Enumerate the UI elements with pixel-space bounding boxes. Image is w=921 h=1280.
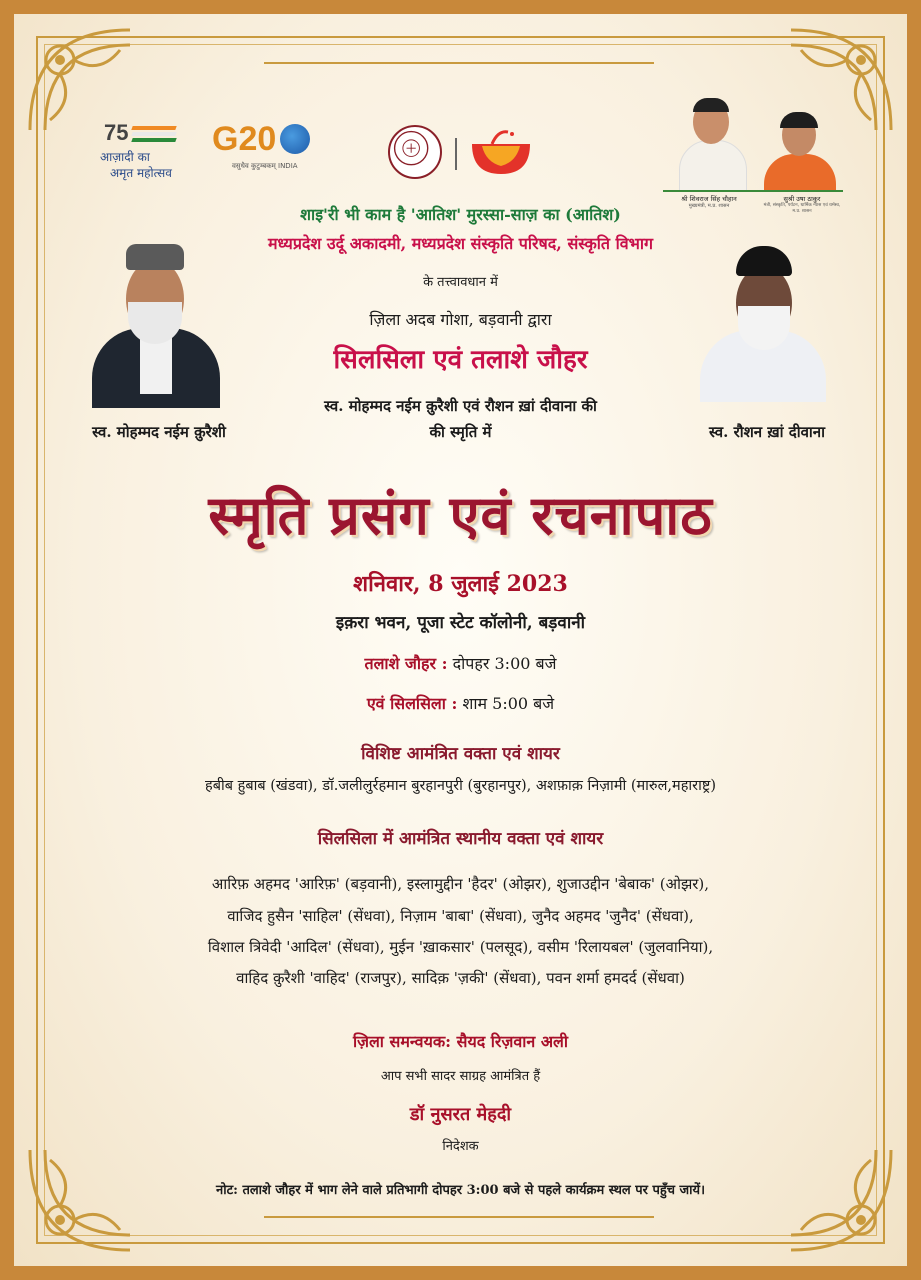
invitation-text: आप सभी सादर साग्रह आमंत्रित हैं <box>380 1069 541 1084</box>
dignitary-1-hair <box>693 98 729 112</box>
timing-1-label: तलाशे जौहर : <box>364 654 448 673</box>
flag-saffron-stripe <box>131 126 176 130</box>
dignitary-2-name: सुश्री उषा ठाकुर <box>783 195 821 203</box>
special-guests-heading: विशिष्ट आमंत्रित वक्ता एवं शायर <box>361 744 560 764</box>
tagline: शाइ'री भी काम है 'आतिश' मुरस्सा-साज़ का (आतिश) <box>300 205 621 224</box>
corner-ornament-icon <box>781 1140 901 1260</box>
memory-line-2: की स्मृति में <box>429 423 492 441</box>
local-poets-heading: सिलसिला में आमंत्रित स्थानीय वक्ता एवं शायर <box>317 829 604 849</box>
timing-silsila <box>0 692 921 714</box>
dignitary-1-body <box>679 140 747 192</box>
globe-icon <box>280 124 310 154</box>
under-aegis: के तत्त्वावधान में <box>423 275 498 290</box>
local-poets-line: आरिफ़ अहमद 'आरिफ़' (बड़वानी), इस्लामुद्दीन 'हैदर' (ओझर), शुजाउद्दीन 'बेबाक' (ओझर), <box>211 875 710 893</box>
flag-white-stripe <box>131 132 176 136</box>
dignitary-1-name: श्री शिवराज सिंह चौहान <box>681 195 737 203</box>
special-guests-names: हबीब हुबाब (खंडवा), डॉ.जलीलुर्रहमान बुरहानपुरी (बुरहानपुर), अशफ़ाक़ निज़ामी (मारुल,महाराष्ट्र) <box>205 778 716 794</box>
top-divider <box>264 62 654 64</box>
azadi-logo-line1: आज़ादी का <box>100 150 150 164</box>
event-venue: इक़रा भवन, पूजा स्टेट कॉलोनी, बड़वानी <box>335 613 586 633</box>
g20-logo-subtitle: वसुधैव कुटुम्बकम् INDIA <box>232 162 298 170</box>
dignitary-underline <box>663 190 843 192</box>
azadi-ka-amrit-mahotsav-logo <box>100 120 200 180</box>
mp-culture-logo-icon <box>468 122 534 178</box>
local-poets-line: वाजिद हुसैन 'साहिल' (सेंधवा), निज़ाम 'बाबा' (सेंधवा), जुनैद अहमद 'जुनैद' (सेंधवा), <box>227 907 694 925</box>
organized-by: ज़िला अदब गोशा, बड़वानी द्वारा <box>369 310 552 329</box>
portrait-right-caption: स्व. रौशन ख़ां दीवाना <box>708 423 826 441</box>
portrait-right <box>700 240 826 402</box>
azadi-logo-line2: अमृत महोत्सव <box>110 166 172 180</box>
dignitary-2-hair <box>780 112 818 128</box>
local-poets-line: विशाल त्रिवेदी 'आदिल' (सेंधवा), मुईन 'ख़ाकसार' (पलसूद), वसीम 'रिलायबल' (जुलवानिया), <box>207 938 714 956</box>
participant-note: नोट: तलाशे जौहर में भाग लेने वाले प्रतिभागी दोपहर 3:00 बजे से पहले कार्यक्रम स्थल पर पहुँच जायें। <box>216 1183 705 1198</box>
dignitary-photo-1 <box>665 92 757 192</box>
corner-ornament-icon <box>20 1140 140 1260</box>
director-title: निदेशक <box>442 1139 479 1154</box>
flag-green-stripe <box>131 138 176 142</box>
dignitary-2-body <box>764 154 836 192</box>
timing-2-label: एवं सिलसिला : <box>366 694 458 713</box>
director-name: डॉ नुसरत मेहदी <box>409 1104 512 1125</box>
dignitary-photo-2 <box>758 110 842 192</box>
urdu-academy-seal-icon <box>388 125 442 179</box>
timing-1-value: दोपहर 3:00 बजे <box>447 654 557 673</box>
dignitary-2-title: मंत्री, संस्कृति, पर्यटन, धार्मिक न्यास एवं धर्मस्व, म.प्र. शासन <box>763 203 841 214</box>
azadi-logo-number: 75 <box>104 120 129 145</box>
portrait-right-cap <box>736 246 792 276</box>
district-coordinator: ज़िला समन्वयक: सैयद रिज़वान अली <box>352 1032 569 1051</box>
g20-logo <box>212 118 322 178</box>
portrait-left-cap <box>126 244 184 270</box>
event-date: शनिवार, 8 जुलाई 2023 <box>353 571 568 597</box>
memory-line-1: स्व. मोहम्मद नईम क़ुरैशी एवं रौशन ख़ां दीवाना की <box>324 397 597 415</box>
timing-2-value: शाम 5:00 बजे <box>457 694 555 713</box>
portrait-left-caption: स्व. मोहम्मद नईम क़ुरैशी <box>92 423 226 441</box>
event-title: स्मृति प्रसंग एवं रचनापाठ <box>208 483 713 547</box>
portrait-left <box>92 238 220 408</box>
dignitary-1-title: मुख्यमंत्री, म.प्र. शासन <box>688 203 730 209</box>
organizer-line: मध्यप्रदेश उर्दू अकादमी, मध्यप्रदेश संस्कृति परिषद, संस्कृति विभाग <box>267 234 654 253</box>
timing-talashe-jauhar <box>0 652 921 674</box>
logo-divider <box>455 138 457 170</box>
series-title: सिलसिला एवं तलाशे जौहर <box>333 345 588 375</box>
g20-logo-text: G20 <box>212 120 277 158</box>
local-poets-line: वाहिद क़ुरैशी 'वाहिद' (राजपुर), सादिक़ 'ज़की' (सेंधवा), पवन शर्मा हमदर्द (सेंधवा) <box>236 969 685 987</box>
bottom-divider <box>264 1216 654 1218</box>
